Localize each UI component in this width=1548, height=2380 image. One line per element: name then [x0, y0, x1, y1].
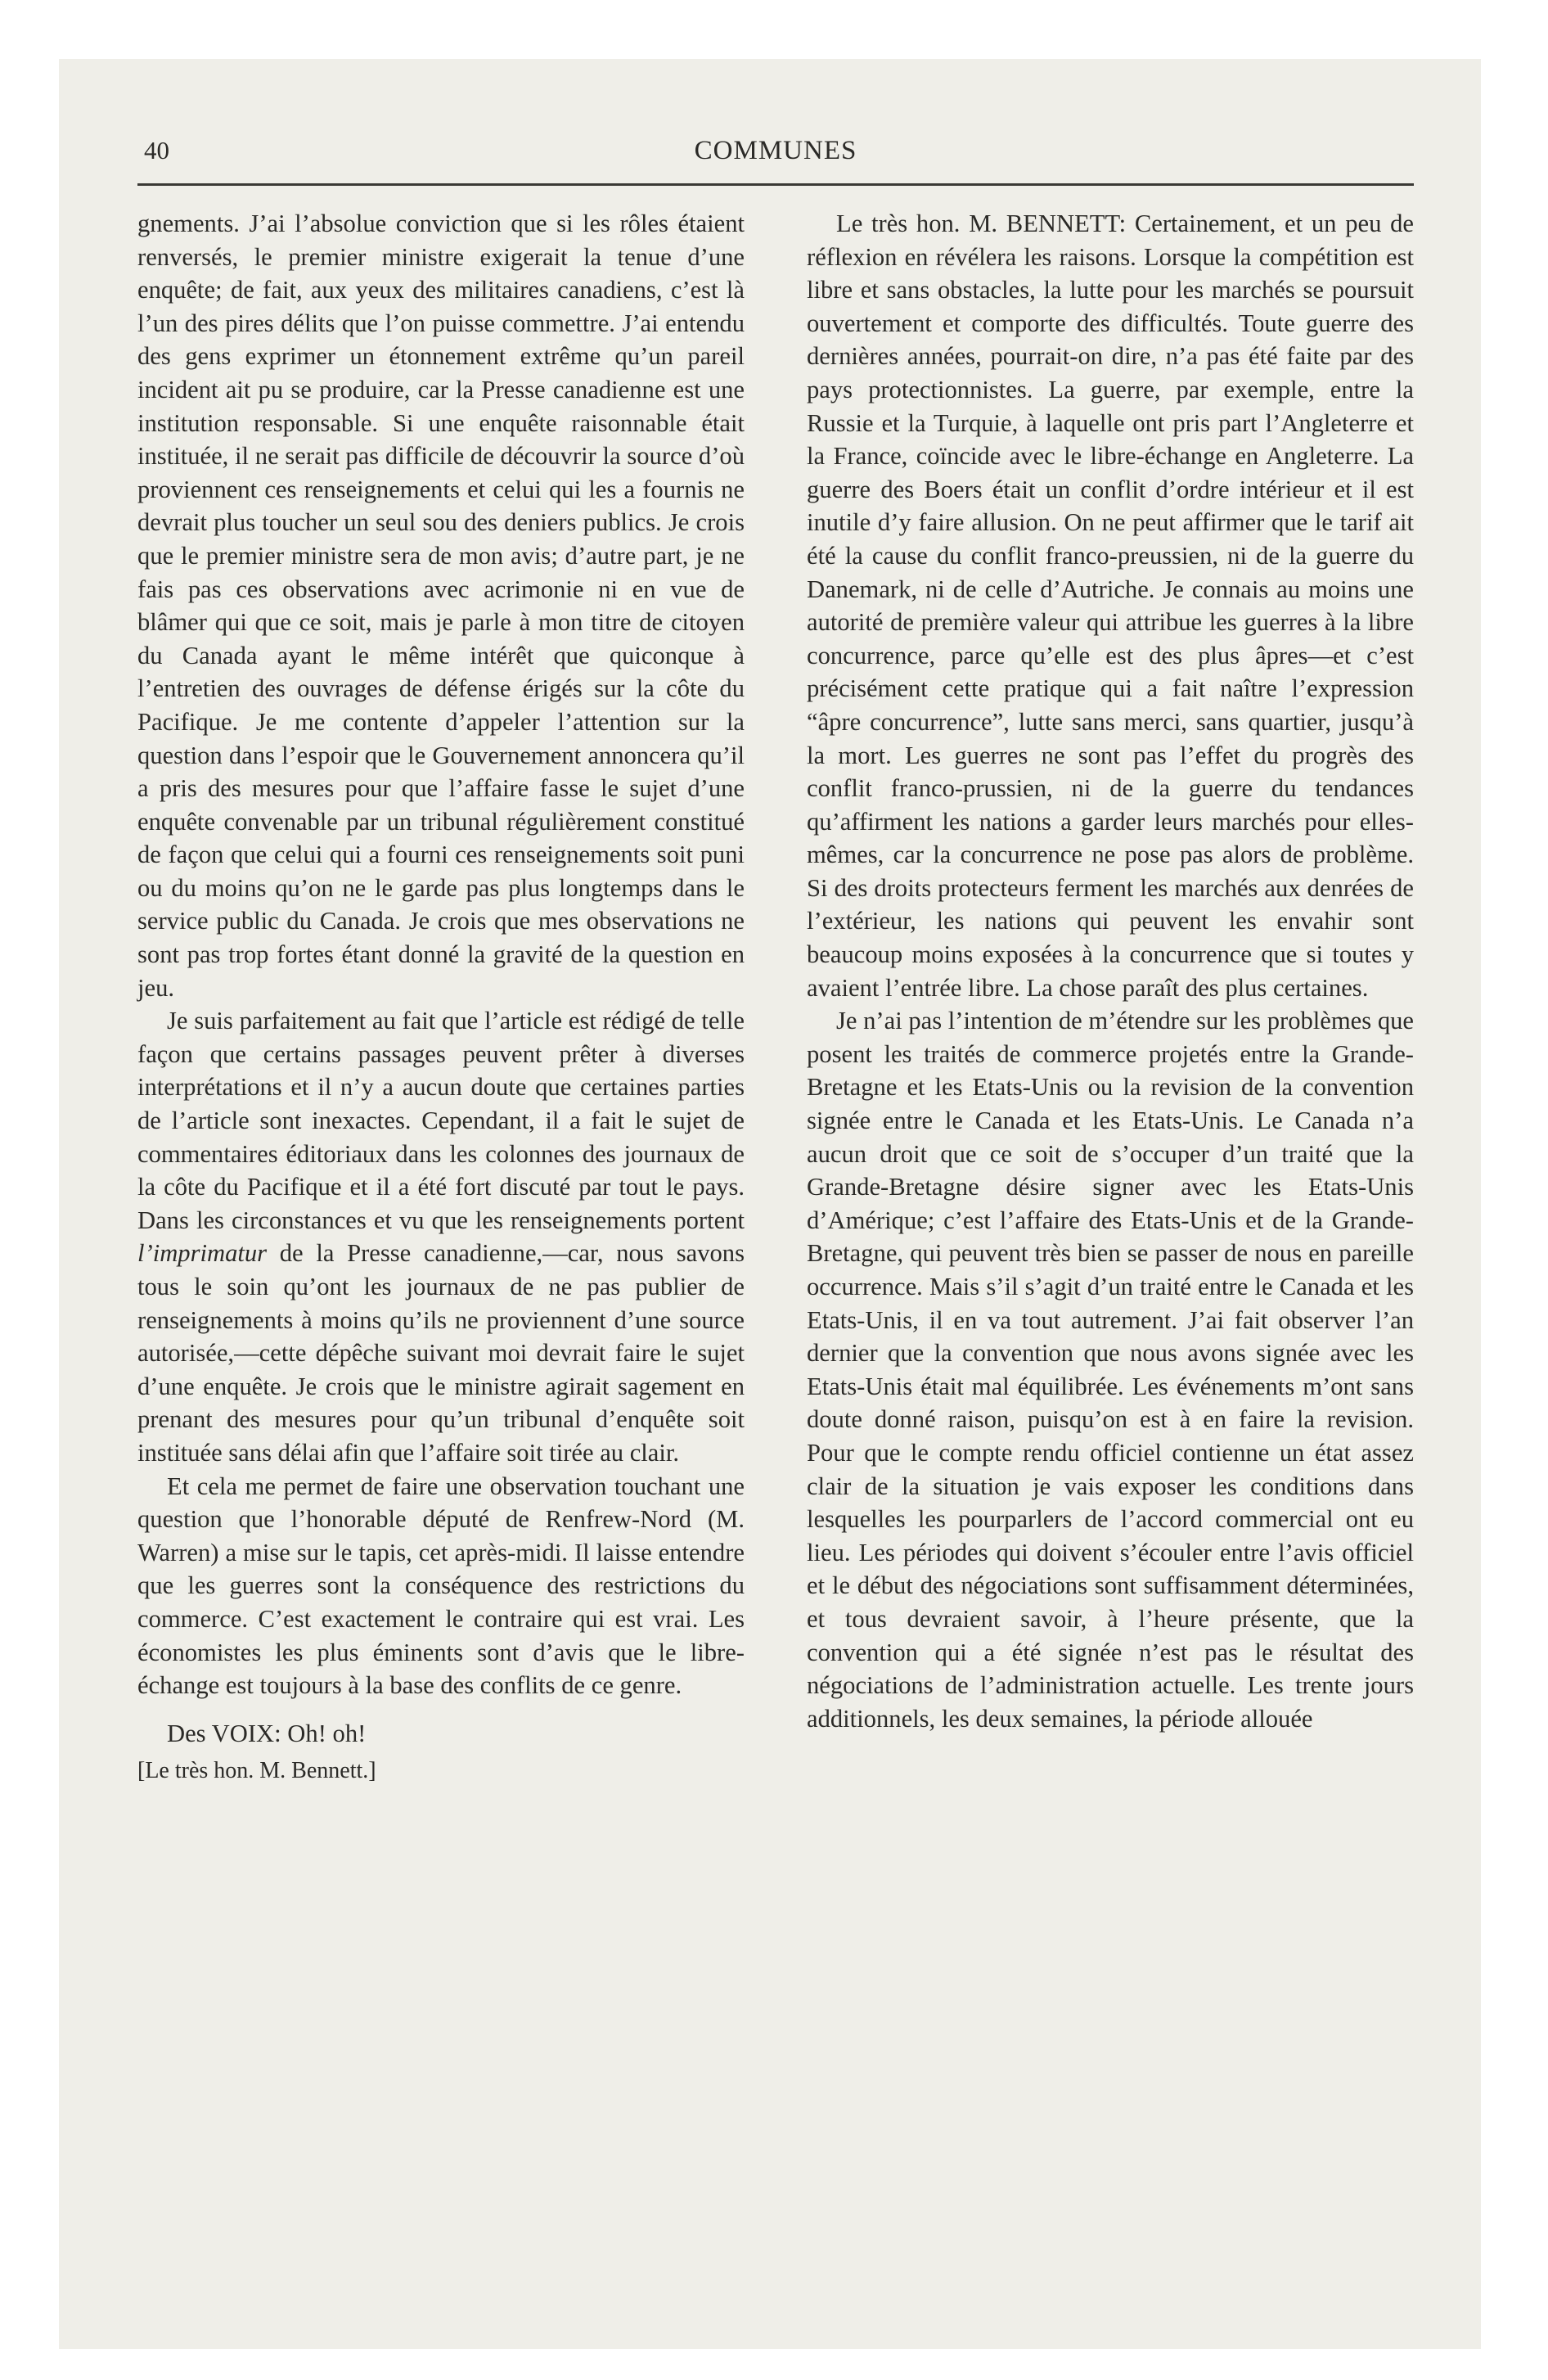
document-page: [137, 131, 1414, 1784]
voices-interjection: [137, 1717, 745, 1751]
left-paragraph-1: gnements. J’ai l’absolue conviction que si les rôles étaient renversés, le premier ministre exigerait la tenue d’une enquête; de fait, aux yeux des militaires canadiens, c’est là l’un des pires délits que l’on puisse commettre. J’ai entendu des gens exprimer un étonnement extrême qu’un pareil incident ait pu se produire, car la Presse canadienne est une institution responsable. Si une enquête raisonnable était instituée, il ne serait pas difficile de découvrir la source d’où proviennent ces renseignements et celui qui les a fournis ne devrait plus toucher un seul sou des deniers publics. Je crois que le premier ministre sera de mon avis; d’autre part, je ne fais pas ces observations avec acrimonie ni en vue de blâmer qui que ce soit, mais je parle à mon titre de citoyen du Canada ayant le même intérêt que quiconque à l’entretien des ouvrages de défense érigés sur la côte du Pacifique. Je me contente d’appeler l’attention sur la question dans l’espoir que le Gouvernement annoncera qu’il a pris des mesures pour que l’affaire fasse le sujet d’une enquête convenable par un tribunal régulièrement constitué de façon que celui qui a fourni ces renseignements soit puni ou du moins qu’on ne le garde pas plus longtemps dans le service public du Canada. Je crois que mes observations ne sont pas trop fortes étant donné la gravité de la question en jeu.: [137, 210, 745, 1002]
left-paragraph-3: Et cela me permet de faire une observation touchant une question que l’honorable député de Renfrew-Nord (M. Warren) a mise sur le tapis, cet après-midi. Il laisse entendre que les guerres sont la conséquence des restrictions du commerce. C’est exactement le contraire qui est vrai. Les économistes les plus éminents sont d’avis que le libre-échange est toujours à la base des conflits de ce genre.: [137, 1472, 745, 1700]
left-paragraph-2-start: Je suis parfaitement au fait que l’article est rédigé de telle façon que certains passages peuvent prêter à diverses interprétations et il n’y a aucun doute que certaines parties de l’article sont inexactes. Cependant, il a fait le sujet de commentaires éditoriaux dans les colonnes des journaux de la côte du Pacifique et il a été fort discuté par tout le pays. Dans les circonstances et vu que les renseignements portent: [137, 1007, 745, 1234]
voices-text: Oh! oh!: [281, 1719, 367, 1747]
header-rule: [137, 183, 1414, 186]
speaker-continuation-note: [Le très hon. M. Bennett.]: [137, 1758, 376, 1784]
right-paragraph-1: [807, 207, 1414, 1004]
imprimatur-italic: l’imprimatur: [137, 1239, 268, 1268]
bennett-speaker: Le très hon. M. BENNETT:: [836, 210, 1127, 237]
left-paragraph-2-end: de la Presse canadienne,—car, nous savons tous le soin qu’ont les journaux de ne pas publier de renseignements à moins qu’ils ne proviennent d’une source autorisée,—cette dépêche suivant moi devrait faire le sujet d’une enquête. Je crois que le ministre agirait sagement en prenant des mesures pour qu’un tribunal d’enquête soit instituée sans délai afin que l’affaire soit tirée au clair.: [137, 1239, 745, 1467]
running-head: COMMUNES: [694, 136, 857, 165]
right-paragraph-2: Je n’ai pas l’intention de m’étendre sur les problèmes que posent les traités de commerce projetés entre la Grande-Bretagne et les Etats-Unis ou la revision de la convention signée entre le Canada et les Etats-Unis. Le Canada n’a aucun droit que ce soit de s’occuper d’un traité que la Grande-Bretagne désire signer avec les Etats-Unis d’Amérique; c’est l’affaire des Etats-Unis et de la Grande-Bretagne, qui peuvent très bien se passer de nous en pareille occurrence. Mais s’il s’agit d’un traité entre le Canada et les Etats-Unis, il en va tout autrement. J’ai fait observer l’an dernier que la convention que nous avons signée avec les Etats-Unis était mal équilibrée. Les événements m’ont sans doute donné raison, puisqu’on est à en faire la revision. Pour que le compte rendu officiel contienne un état assez clair de la situation je vais exposer les conditions dans lesquelles les pourparlers de l’accord commercial ont eu lieu. Les périodes qui doivent s’écouler entre l’avis officiel et le début des négociations sont suffisamment déterminées, et tous devraient savoir, à l’heure présente, que la convention qui a été signée n’est pas le résultat des négociations de l’administration actuelle. Les trente jours additionnels, les deux semaines, la période allouée: [807, 1007, 1414, 1733]
right-column: [807, 207, 1414, 1735]
right-paragraph-1-text: Certainement, et un peu de réflexion en révélera les raisons. Lorsque la compétition est libre et sans obstacles, la lutte pour les marchés se poursuit ouvertement et comporte des difficultés. Toute guerre des dernières années, pourrait-on dire, n’a pas été faite par des pays protectionnistes. La guerre, par exemple, entre la Russie et la Turquie, à laquelle ont pris part l’Angleterre et la France, coïncide avec le libre-échange en Angleterre. La guerre des Boers était un conflit d’ordre intérieur et il est inutile d’y faire allusion. On ne peut affirmer que le tarif ait été la cause du conflit franco-preussien, ni de la guerre du Danemark, ni de celle d’Autriche. Je connais au moins une autorité de première valeur qui attribue les guerres à la libre concurrence, parce qu’elle est des plus âpres—et c’est précisément cette pratique qui a fait naître l’expression “âpre concurrence”, lutte sans merci, sans quartier, jusqu’à la mort. Les guerres ne sont pas l’effet du progrès des conflit franco-prussien, ni de la guerre du tendances qu’affirment les nations a garder leurs marchés pour elles-mêmes, car la concurrence ne pose pas alors de problème. Si des droits protecteurs ferment les marchés aux denrées de l’extérieur, les nations qui peuvent les envahir sont beaucoup moins exposées à la concurrence que si toutes y avaient l’entrée libre. La chose paraît des plus certaines.: [807, 210, 1414, 1002]
voices-speaker: Des VOIX:: [167, 1719, 281, 1747]
page-header: [137, 131, 1414, 170]
left-paragraph-2: [137, 1004, 745, 1469]
page-number: 40: [144, 136, 169, 165]
left-column: [137, 207, 745, 1788]
